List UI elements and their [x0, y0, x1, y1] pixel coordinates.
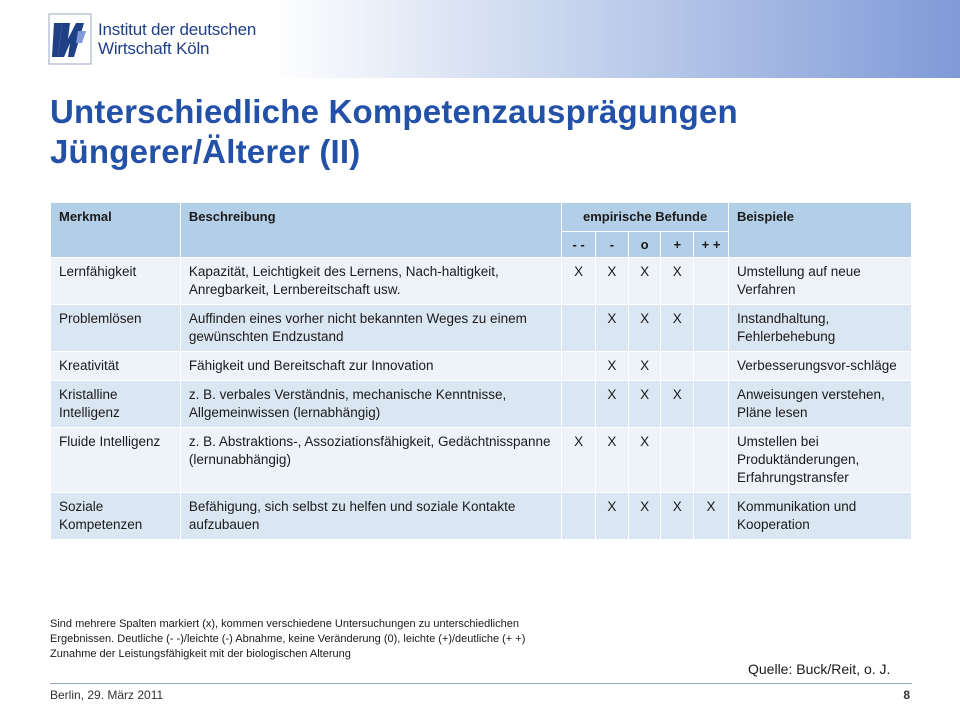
- cell-mark: X: [562, 258, 596, 305]
- cell-mark: X: [596, 381, 629, 428]
- iw-logo-icon: [48, 13, 92, 65]
- cell-merkmal: Kreativität: [51, 352, 181, 381]
- iw-logo: [48, 10, 256, 68]
- scale-slight-decrease: -: [596, 232, 629, 258]
- cell-beispiele: Verbesserungsvor-schläge: [728, 352, 911, 381]
- cell-mark: [562, 305, 596, 352]
- page-title: [50, 92, 930, 172]
- table-row: [51, 381, 912, 428]
- footnote: [50, 617, 690, 662]
- cell-beschreibung: z. B. Abstraktions-, Assoziationsfähigkeit, Gedächtnisspanne (lernunabhängig): [180, 428, 561, 493]
- cell-beispiele: Umstellung auf neue Verfahren: [728, 258, 911, 305]
- cell-mark: X: [596, 305, 629, 352]
- cell-mark: X: [628, 305, 661, 352]
- cell-beispiele: Umstellen bei Produktänderungen, Erfahrungstransfer: [728, 428, 911, 493]
- cell-beschreibung: Auffinden eines vorher nicht bekannten Weges zu einem gewünschten Endzustand: [180, 305, 561, 352]
- cell-mark: [694, 428, 729, 493]
- cell-merkmal: Fluide Intelligenz: [51, 428, 181, 493]
- footnote-line-3: Zunahme der Leistungsfähigkeit mit der biologischen Alterung: [50, 648, 351, 660]
- cell-beschreibung: z. B. verbales Verständnis, mechanische Kenntnisse, Allgemeinwissen (lernabhängig): [180, 381, 561, 428]
- cell-mark: X: [596, 258, 629, 305]
- cell-mark: X: [596, 428, 629, 493]
- source-citation: Quelle: Buck/Reit, o. J.: [748, 661, 891, 677]
- cell-mark: [562, 352, 596, 381]
- cell-merkmal: Kristalline Intelligenz: [51, 381, 181, 428]
- header-beispiele: Beispiele: [728, 203, 911, 258]
- cell-beispiele: Kommunikation und Kooperation: [728, 493, 911, 540]
- footnote-line-2: Ergebnissen. Deutliche (- -)/leichte (-) Abnahme, keine Veränderung (0), leichte (+)/deutliche (+ +): [50, 633, 526, 645]
- cell-mark: X: [596, 352, 629, 381]
- cell-mark: X: [661, 381, 694, 428]
- scale-strong-decrease: - -: [562, 232, 596, 258]
- cell-mark: [661, 428, 694, 493]
- header-beschreibung: Beschreibung: [180, 203, 561, 258]
- cell-mark: X: [661, 493, 694, 540]
- cell-mark: [562, 381, 596, 428]
- cell-mark: [694, 381, 729, 428]
- scale-strong-increase: + +: [694, 232, 729, 258]
- table-row: [51, 305, 912, 352]
- cell-mark: X: [661, 258, 694, 305]
- footer-date: Berlin, 29. März 2011: [50, 688, 164, 702]
- cell-mark: X: [628, 381, 661, 428]
- header-befunde: empirische Befunde: [562, 203, 729, 232]
- logo-text: [98, 20, 256, 58]
- footer-divider: [50, 683, 912, 684]
- cell-beispiele: Anweisungen verstehen, Pläne lesen: [728, 381, 911, 428]
- table-row: [51, 352, 912, 381]
- scale-no-change: o: [628, 232, 661, 258]
- cell-mark: X: [661, 305, 694, 352]
- cell-mark: X: [628, 493, 661, 540]
- table-header-row: [51, 203, 912, 232]
- cell-mark: [661, 352, 694, 381]
- table-row: [51, 258, 912, 305]
- table-row: [51, 428, 912, 493]
- cell-mark: [694, 352, 729, 381]
- logo-line-2: Wirtschaft Köln: [98, 39, 210, 58]
- cell-mark: [562, 493, 596, 540]
- cell-merkmal: Lernfähigkeit: [51, 258, 181, 305]
- cell-beschreibung: Kapazität, Leichtigkeit des Lernens, Nach-haltigkeit, Anregbarkeit, Lernbereitschaft usw.: [180, 258, 561, 305]
- cell-mark: [694, 305, 729, 352]
- cell-mark: X: [596, 493, 629, 540]
- cell-merkmal: Soziale Kompetenzen: [51, 493, 181, 540]
- cell-mark: [694, 258, 729, 305]
- cell-mark: X: [562, 428, 596, 493]
- logo-line-1: Institut der deutschen: [98, 20, 257, 39]
- footnote-line-1: Sind mehrere Spalten markiert (x), kommen verschiedene Untersuchungen zu unterschiedlichen: [50, 618, 519, 630]
- title-line-1: Unterschiedliche Kompetenzausprägungen: [50, 93, 738, 130]
- scale-slight-increase: +: [661, 232, 694, 258]
- cell-mark: X: [694, 493, 729, 540]
- cell-mark: X: [628, 258, 661, 305]
- cell-beispiele: Instandhaltung, Fehlerbehebung: [728, 305, 911, 352]
- cell-merkmal: Problemlösen: [51, 305, 181, 352]
- competency-table: [50, 202, 912, 540]
- header-merkmal: Merkmal: [51, 203, 181, 258]
- title-line-2: Jüngerer/Älterer (II): [50, 133, 361, 170]
- cell-mark: X: [628, 352, 661, 381]
- table-row: [51, 493, 912, 540]
- cell-beschreibung: Fähigkeit und Bereitschaft zur Innovation: [180, 352, 561, 381]
- page-number: 8: [903, 688, 910, 702]
- cell-mark: X: [628, 428, 661, 493]
- cell-beschreibung: Befähigung, sich selbst zu helfen und soziale Kontakte aufzubauen: [180, 493, 561, 540]
